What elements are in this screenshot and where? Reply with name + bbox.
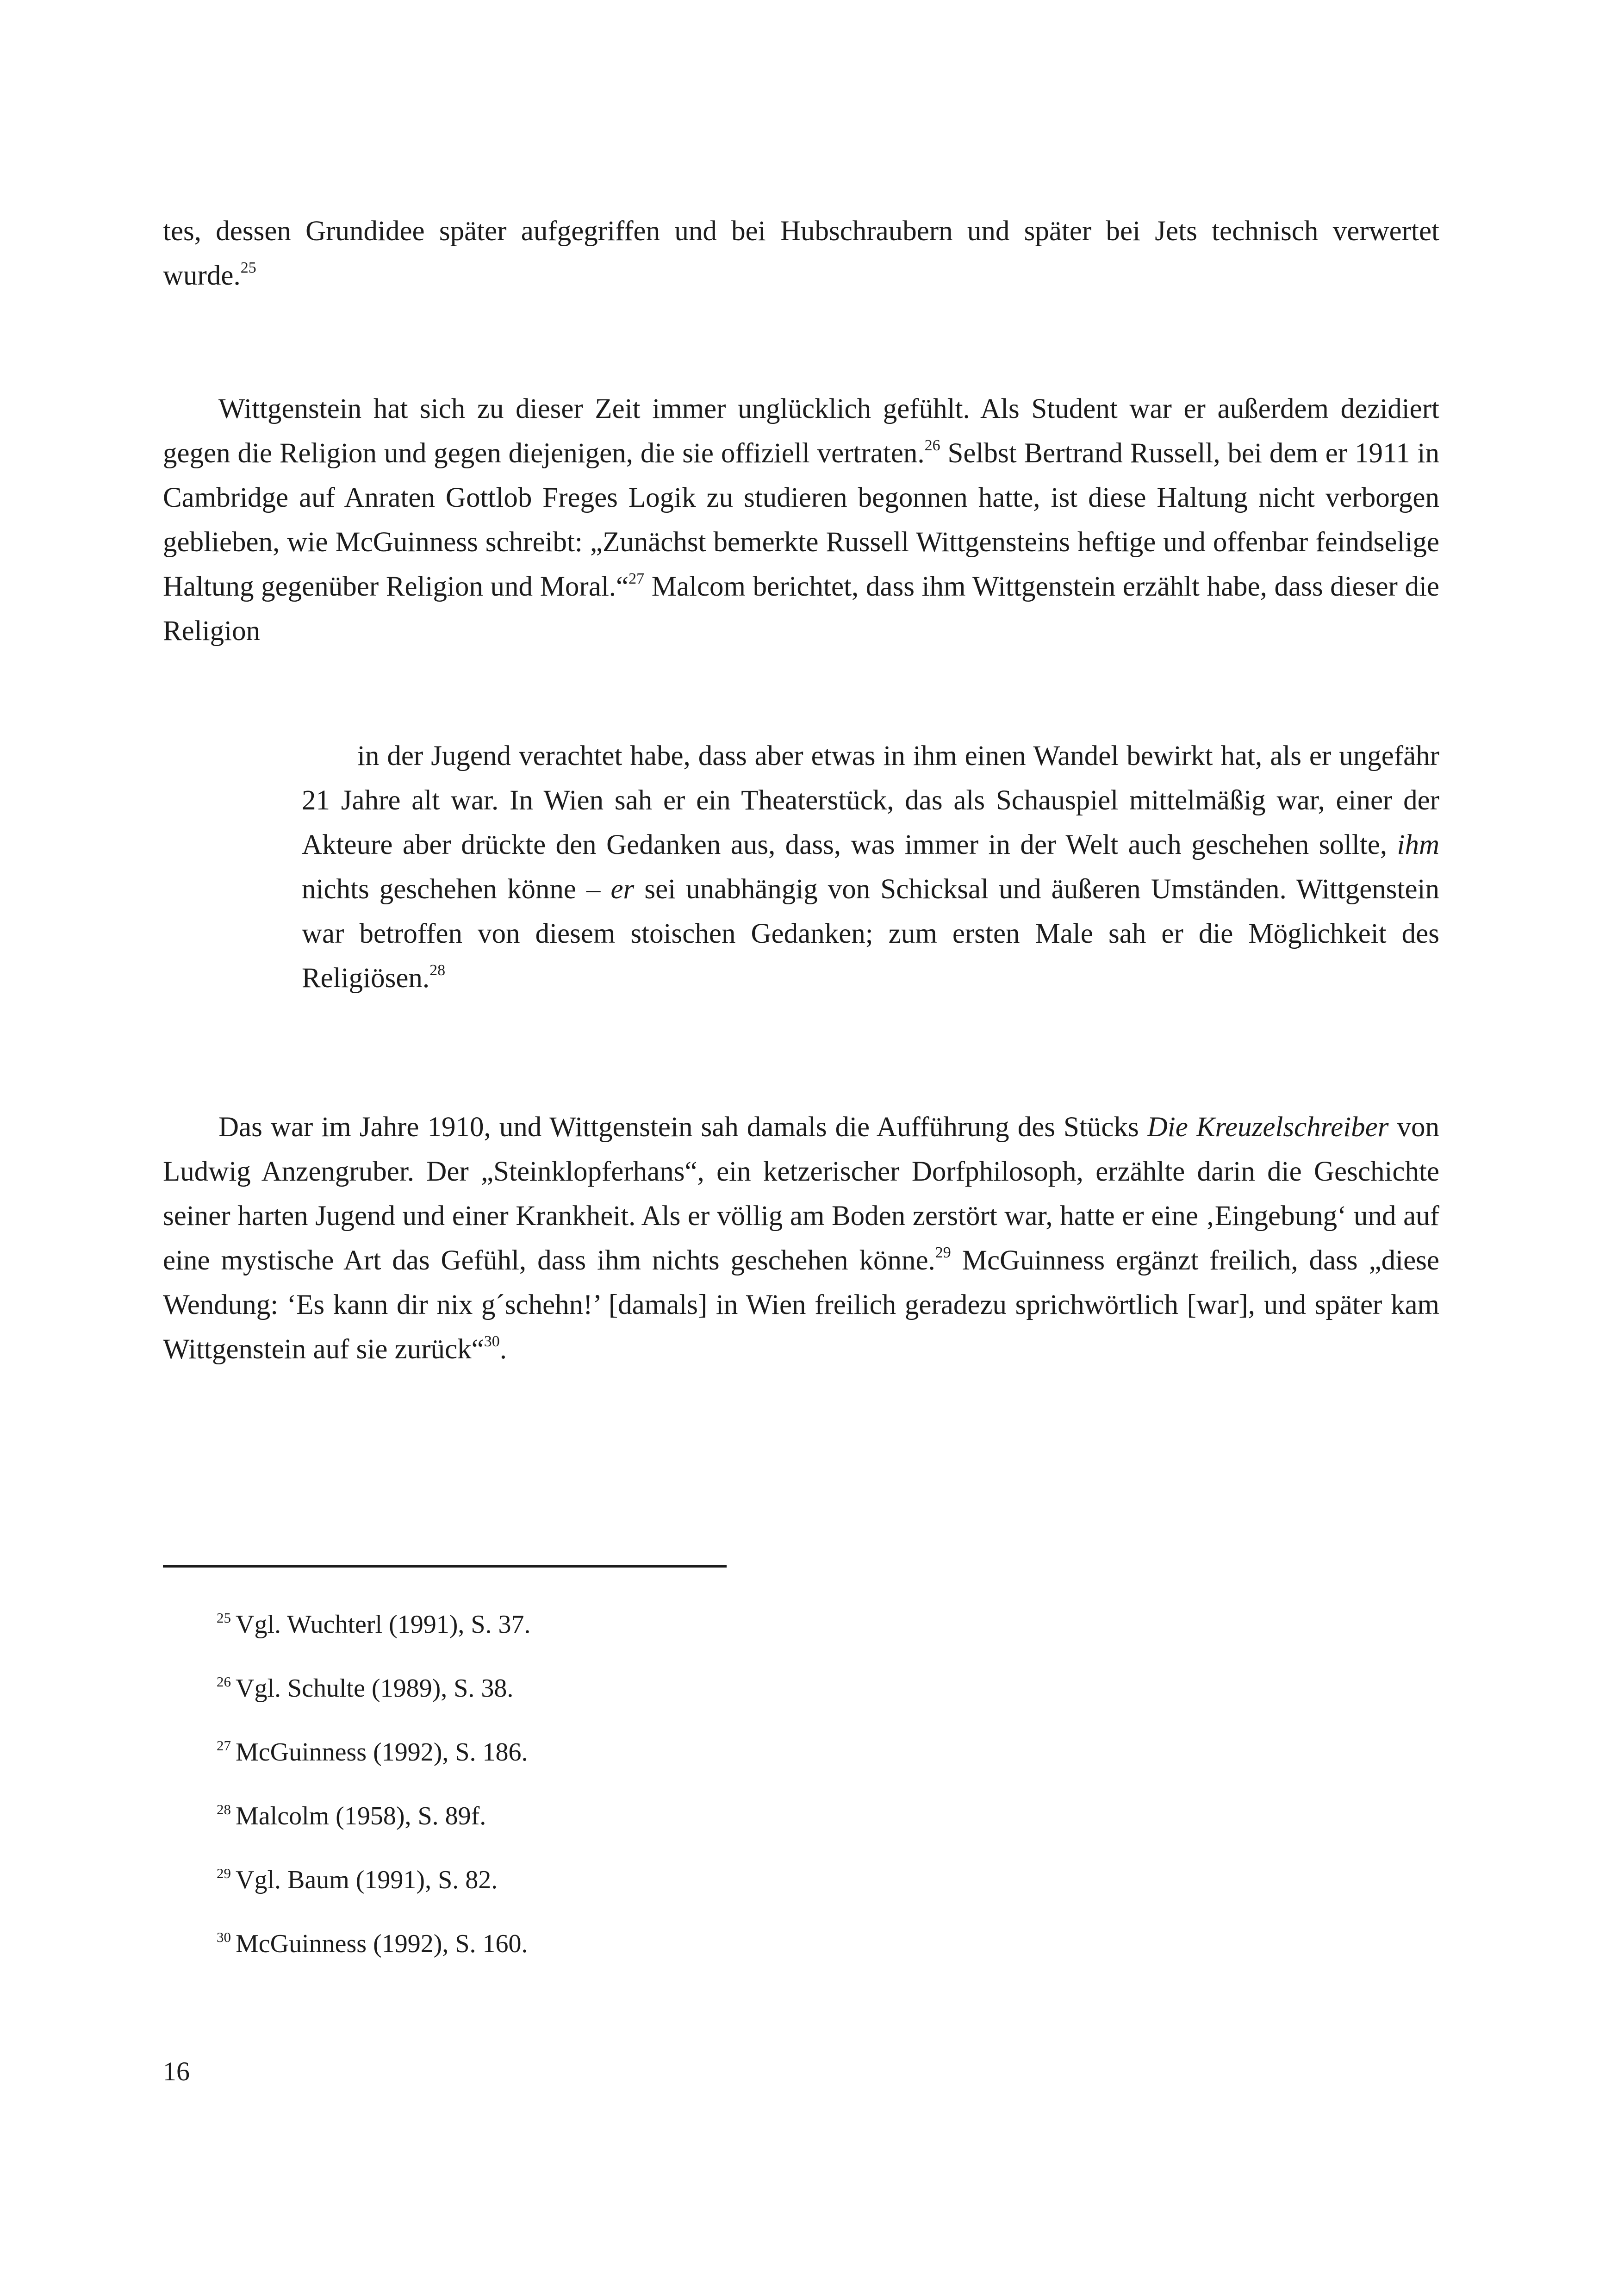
paragraph-text: Malcom berichtet, dass ihm Wittgenstein erzählt habe, dass dieser die Religion [163, 571, 1439, 647]
play-title: Die Kreuzelschreiber [1147, 1112, 1389, 1143]
footnote [217, 1863, 498, 1897]
paragraph-text: McGuinness ergänzt freilich, dass „diese Wendung: ‘Es kann dir nix g´schehn!’ [damals] in Wien freilich geradezu sprichwörtlich [war], und später kam Wittgenstein auf sie zurück“ [163, 1245, 1439, 1365]
footnote-separator [163, 1565, 727, 1568]
paragraph-continuation [163, 209, 1439, 298]
footnote-number: 25 [217, 1610, 231, 1626]
footnote-marker: 30 [484, 1333, 500, 1350]
footnote-number: 26 [217, 1674, 231, 1690]
quote-text: in der Jugend verachtet habe, dass aber etwas in ihm einen Wandel bewirkt hat, als er ungefähr 21 Jahre alt war. In Wien sah er ein Theaterstück, das als Schauspiel mittelmäßig war, einer der Akteure aber drückte den Gedanken aus, dass, was immer in der Welt auch geschehen sollte, [302, 740, 1439, 860]
paragraph-text: . [499, 1334, 507, 1365]
footnote-marker: 29 [935, 1244, 951, 1261]
footnote-number: 30 [217, 1929, 231, 1945]
footnote-text: Malcolm (1958), S. 89f. [236, 1802, 486, 1830]
paragraph-kreuzelschreiber [163, 1105, 1439, 1372]
footnote-marker: 25 [240, 259, 256, 276]
footnote [217, 1927, 528, 1960]
paragraph-text: Wittgenstein hat sich zu dieser Zeit immer unglücklich gefühlt. Als Student war er außerdem dezidiert gegen die Religion und gegen diejenigen, die sie offiziell vertraten. [163, 393, 1439, 469]
footnote-marker: 28 [429, 962, 446, 979]
footnote [217, 1672, 513, 1705]
paragraph-text: von Ludwig Anzengruber. Der „Steinklopferhans“, ein ketzerischer Dorfphilosoph, erzählte darin die Geschichte seiner harten Jugend und einer Krankheit. Als er völlig am Boden zerstört war, hatte er eine ‚Eingebung‘ und auf eine mystische Art das Gefühl, dass ihm nichts geschehen könne. [163, 1112, 1439, 1276]
quote-emphasis: ihm [1397, 829, 1439, 860]
paragraph-text: Das war im Jahre 1910, und Wittgenstein sah damals die Aufführung des Stücks [218, 1112, 1147, 1143]
footnote-text: Vgl. Schulte (1989), S. 38. [236, 1674, 514, 1703]
footnote-text: McGuinness (1992), S. 186. [236, 1738, 528, 1767]
footnote-marker: 27 [629, 570, 645, 587]
quote-text: nichts geschehen könne – [302, 874, 611, 905]
footnote [217, 1608, 531, 1641]
quote-text: sei unabhängig von Schicksal und äußeren Umständen. Wittgenstein war betroffen von diesem stoischen Gedanken; zum ersten Male sah er die Möglichkeit des Religiösen. [302, 874, 1439, 994]
footnote-number: 28 [217, 1801, 231, 1817]
paragraph-text: tes, dessen Grundidee später aufgegriffen und bei Hubschraubern und später bei Jets technisch verwertet wurde. [163, 216, 1439, 291]
quote-emphasis: er [610, 874, 635, 905]
footnote [217, 1736, 528, 1769]
footnote-text: McGuinness (1992), S. 160. [236, 1929, 528, 1958]
page-number: 16 [163, 2056, 190, 2086]
paragraph-wittgenstein-religion [163, 387, 1439, 653]
footnote-text: Vgl. Baum (1991), S. 82. [236, 1866, 498, 1894]
footnote-number: 29 [217, 1865, 231, 1881]
block-quote [302, 734, 1439, 1001]
paragraph-text: Selbst Bertrand Russell, bei dem er 1911 in Cambridge auf Anraten Gottlob Freges Logik zu studieren begonnen hatte, ist diese Haltung nicht verborgen geblieben, wie McGuinness schreibt: „Zunächst bemerkte Russell Wittgensteins heftige und offenbar feindselige Haltung gegenüber Religion und Moral.“ [163, 438, 1439, 602]
footnote-marker: 26 [924, 437, 940, 454]
footnote-number: 27 [217, 1737, 231, 1754]
footnote [217, 1799, 486, 1833]
footnote-text: Vgl. Wuchterl (1991), S. 37. [236, 1610, 531, 1639]
